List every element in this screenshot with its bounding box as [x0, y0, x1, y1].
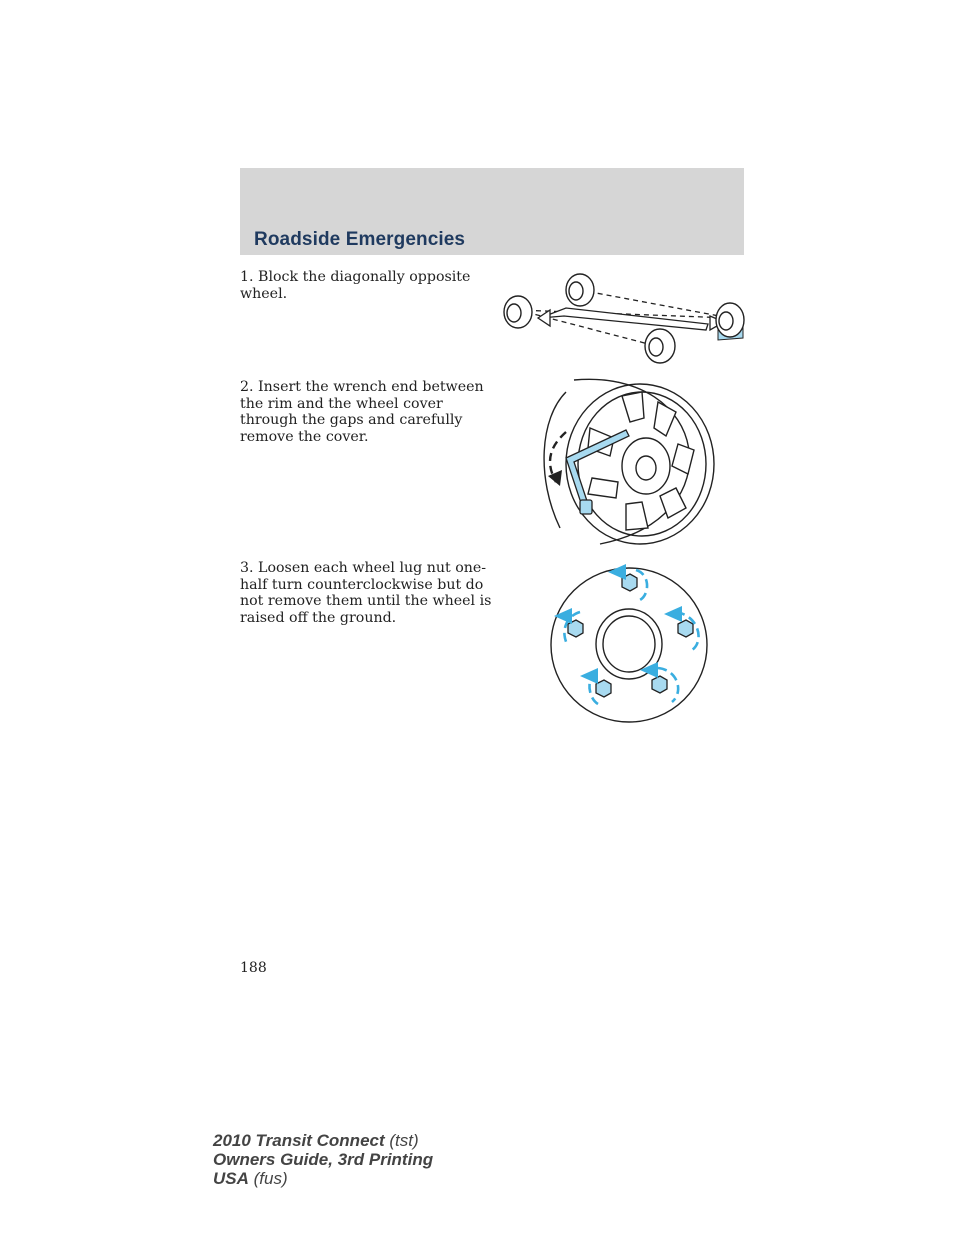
wheel-block-diagram-icon: [498, 268, 748, 370]
footer-line-2: [213, 1150, 433, 1169]
section-title: Roadside Emergencies: [254, 229, 466, 250]
footer-line-3: [213, 1169, 433, 1188]
wheel-cover-removal-icon: [530, 378, 726, 546]
footer-imprint: [213, 1131, 433, 1188]
step-2-text: 2. Insert the wrench end between the rim and the wheel cover through the gaps and carefully remove the cover.: [240, 379, 484, 445]
section-header-band: [240, 168, 744, 255]
page-number: 188: [240, 960, 267, 976]
footer-market: USA: [213, 1169, 249, 1188]
footer-model-code: (tst): [389, 1131, 419, 1150]
step-1-text: 1. Block the diagonally opposite wheel.: [240, 269, 471, 302]
footer-market-code: (fus): [253, 1169, 288, 1188]
lug-nut-loosen-icon: [546, 560, 712, 726]
footer-line-1: [213, 1131, 433, 1150]
footer-model: 2010 Transit Connect: [213, 1131, 385, 1150]
footer-printing: Owners Guide, 3rd Printing: [213, 1150, 434, 1169]
step-3-text: 3. Loosen each wheel lug nut one-half turn counterclockwise but do not remove them until the wheel is raised off the ground.: [240, 560, 492, 626]
